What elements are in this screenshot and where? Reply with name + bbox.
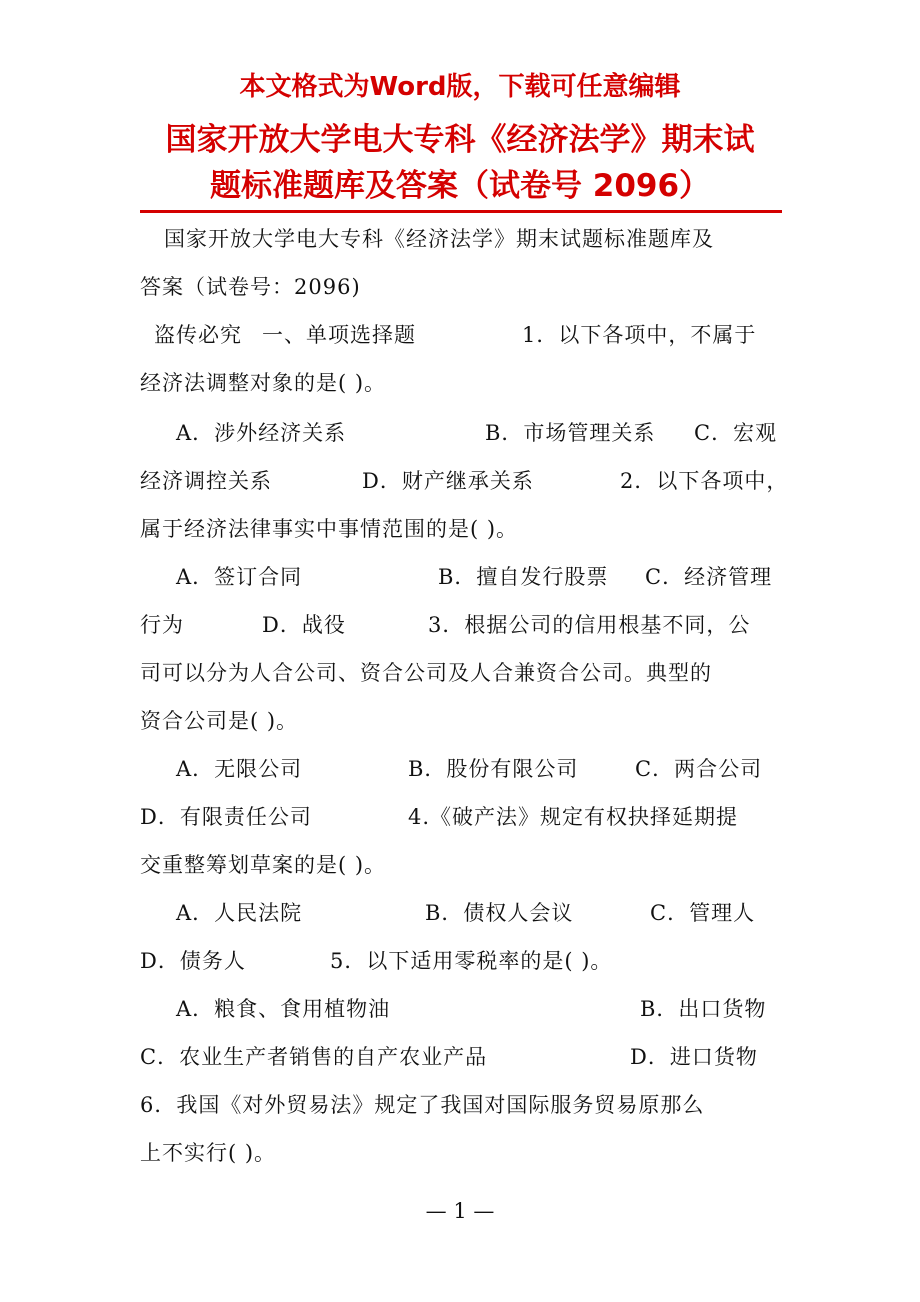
question-3-middle: 司可以分为人合公司、资合公司及人合兼资合公司。典型的 (140, 661, 712, 685)
q1-option-c-start: C．宏观 (694, 421, 778, 445)
q4-option-a: A．人民法院 (176, 901, 303, 925)
q1-option-c-end: 经济调控关系 (140, 469, 272, 493)
q5-option-a: A．粮食、食用植物油 (176, 997, 391, 1021)
q4-option-b: B．债权人会议 (425, 901, 574, 925)
question-4-end: 交重整筹划草案的是( )。 (140, 853, 387, 877)
question-6-start: 6．我国《对外贸易法》规定了我国对国际服务贸易原那么 (140, 1093, 705, 1117)
q3-option-b: B．股份有限公司 (408, 757, 579, 781)
q2-option-a: A．签订合同 (176, 565, 303, 589)
question-5: 5．以下适用零税率的是( )。 (330, 949, 613, 973)
q2-option-d: D．战役 (262, 613, 346, 637)
question-1-start: 1．以下各项中，不属于 (522, 323, 757, 347)
section-heading: 一、单项选择题 (262, 323, 416, 347)
document-title-line-2: 题标准题库及答案（试卷号 2096） (209, 168, 711, 204)
q4-option-c: C．管理人 (650, 901, 756, 925)
format-notice: 本文格式为Word版，下载可任意编辑 (239, 72, 681, 102)
question-3-start: 3．根据公司的信用根基不同，公 (428, 613, 751, 637)
question-3-end: 资合公司是( )。 (140, 709, 299, 733)
intro-line-2: 答案（试卷号：2096) (140, 275, 361, 299)
intro-line-1: 国家开放大学电大专科《经济法学》期末试题标准题库及 (164, 227, 714, 251)
q3-option-c: C．两合公司 (635, 757, 763, 781)
q5-option-c: C．农业生产者销售的自产农业产品 (140, 1045, 488, 1069)
q1-option-d: D．财产继承关系 (362, 469, 534, 493)
question-2-end: 属于经济法律事实中事情范围的是( )。 (140, 517, 519, 541)
q5-option-b: B．出口货物 (640, 997, 767, 1021)
watermark-text: 盗传必究 (154, 323, 242, 347)
question-6-end: 上不实行( )。 (140, 1141, 277, 1165)
page-number: — 1 — (425, 1199, 495, 1223)
question-2-start: 2．以下各项中， (620, 469, 789, 493)
question-4-start: 4.《破产法》规定有权抉择延期提 (408, 805, 739, 829)
q4-option-d: D．债务人 (140, 949, 246, 973)
q2-option-c-start: C．经济管理 (645, 565, 773, 589)
q1-option-a: A．涉外经济关系 (176, 421, 347, 445)
q3-option-a: A．无限公司 (176, 757, 303, 781)
q5-option-d: D．进口货物 (630, 1045, 758, 1069)
document-title-line-1: 国家开放大学电大专科《经济法学》期末试 (165, 122, 755, 158)
q2-option-b: B．擅自发行股票 (438, 565, 609, 589)
q2-option-c-end: 行为 (140, 613, 184, 637)
q1-option-b: B．市场管理关系 (485, 421, 656, 445)
question-1-end: 经济法调整对象的是( )。 (140, 371, 387, 395)
q3-option-d: D．有限责任公司 (140, 805, 312, 829)
title-divider (140, 210, 782, 213)
